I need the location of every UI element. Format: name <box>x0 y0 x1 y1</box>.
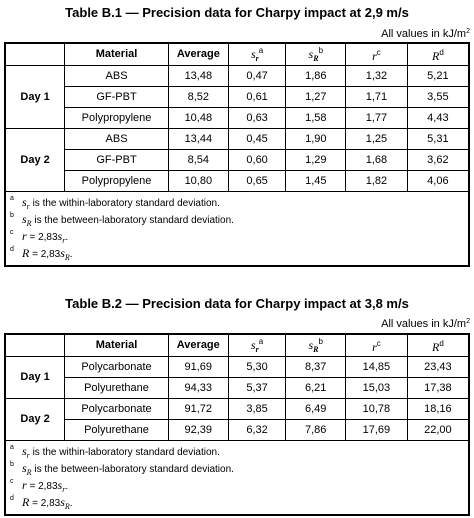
cell-average: 13,48 <box>168 66 228 87</box>
cell-material: ABS <box>65 129 169 150</box>
cell-sR: 1,29 <box>286 150 346 171</box>
cell-r: 10,78 <box>346 399 408 420</box>
cell-sr: 0,61 <box>228 87 286 108</box>
cell-sr: 0,65 <box>228 171 286 192</box>
cell-sR: 1,90 <box>286 129 346 150</box>
cell-sR: 1,45 <box>286 171 346 192</box>
footnote-c: c $r = 2,83s_r$. <box>10 229 69 245</box>
header-sr: $s_r^a$ <box>228 334 286 357</box>
header-material: Material <box>65 334 169 357</box>
table-row <box>5 171 469 192</box>
cell-average: 10,80 <box>168 171 228 192</box>
cell-sR: 8,37 <box>286 357 346 378</box>
cell-sr: 5,30 <box>228 357 286 378</box>
footnotes <box>5 441 469 516</box>
cell-R: 17,38 <box>407 378 469 399</box>
cell-r: 14,85 <box>346 357 408 378</box>
table-row <box>5 378 469 399</box>
cell-sr: 3,85 <box>228 399 286 420</box>
header-average: Average <box>168 43 228 66</box>
header-empty-cell <box>5 334 65 357</box>
table-row <box>5 108 469 129</box>
footnote-b: b $s_R$ is the between-laboratory standard deviation. <box>10 212 234 228</box>
cell-sR: 7,86 <box>286 420 346 441</box>
table-row <box>5 66 469 87</box>
cell-R: 18,16 <box>407 399 469 420</box>
cell-material: Polycarbonate <box>65 399 169 420</box>
cell-material: Polyurethane <box>65 378 169 399</box>
cell-average: 13,44 <box>168 129 228 150</box>
footnote-a: a $s_r$ is the within-laboratory standard deviation. <box>10 195 220 211</box>
cell-material: GF-PBT <box>65 87 169 108</box>
table-row <box>5 150 469 171</box>
cell-sr: 6,32 <box>228 420 286 441</box>
cell-R: 3,55 <box>407 87 469 108</box>
footnote-d: d $R = 2,83s_R$. <box>10 246 73 262</box>
cell-r: 1,32 <box>346 66 408 87</box>
cell-r: 1,82 <box>346 171 408 192</box>
cell-sr: 0,47 <box>228 66 286 87</box>
cell-average: 8,54 <box>168 150 228 171</box>
cell-sr: 0,63 <box>228 108 286 129</box>
table-b1 <box>4 42 470 267</box>
cell-r: 17,69 <box>346 420 408 441</box>
cell-material: Polypropylene <box>65 171 169 192</box>
cell-average: 91,69 <box>168 357 228 378</box>
table-row <box>5 129 469 150</box>
day-label: Day 2 <box>5 129 65 192</box>
header-R: $R^d$ <box>407 43 469 66</box>
cell-average: 10,48 <box>168 108 228 129</box>
header-empty-cell <box>5 43 65 66</box>
cell-R: 22,00 <box>407 420 469 441</box>
header-r: $r^c$ <box>346 334 408 357</box>
cell-sR: 6,49 <box>286 399 346 420</box>
cell-sr: 0,45 <box>228 129 286 150</box>
footnotes-row <box>5 192 469 267</box>
cell-sR: 1,86 <box>286 66 346 87</box>
table-row <box>5 87 469 108</box>
cell-material: Polypropylene <box>65 108 169 129</box>
header-R: $R^d$ <box>407 334 469 357</box>
footnote-b: b $s_R$ is the between-laboratory standard deviation. <box>10 461 234 477</box>
cell-material: Polycarbonate <box>65 357 169 378</box>
day-label: Day 2 <box>5 399 65 441</box>
cell-r: 1,71 <box>346 87 408 108</box>
header-sR: $s_R^b$ <box>286 43 346 66</box>
cell-R: 23,43 <box>407 357 469 378</box>
footnotes <box>5 192 469 267</box>
cell-sr: 5,37 <box>228 378 286 399</box>
cell-average: 8,52 <box>168 87 228 108</box>
footnotes-row <box>5 441 469 516</box>
cell-average: 91,72 <box>168 399 228 420</box>
cell-R: 5,31 <box>407 129 469 150</box>
cell-material: ABS <box>65 66 169 87</box>
table-row <box>5 399 469 420</box>
header-material: Material <box>65 43 169 66</box>
footnote-d: d $R = 2,83s_R$. <box>10 495 73 511</box>
cell-sr: 0,60 <box>228 150 286 171</box>
footnote-a: a $s_r$ is the within-laboratory standard deviation. <box>10 444 220 460</box>
cell-sR: 1,58 <box>286 108 346 129</box>
cell-r: 1,25 <box>346 129 408 150</box>
cell-r: 15,03 <box>346 378 408 399</box>
cell-average: 94,33 <box>168 378 228 399</box>
cell-material: Polyurethane <box>65 420 169 441</box>
cell-R: 3,62 <box>407 150 469 171</box>
table-header-row <box>5 43 469 66</box>
cell-R: 4,43 <box>407 108 469 129</box>
cell-sR: 1,27 <box>286 87 346 108</box>
table-b1-units: All values in $kJ/m^2$ <box>381 28 470 40</box>
table-b2 <box>4 333 470 516</box>
table-b2-title: Table B.2 — Precision data for Charpy impact at 3,8 m/s <box>65 296 409 311</box>
table-b2-units: All values in $kJ/m^2$ <box>381 318 470 330</box>
day-label: Day 1 <box>5 357 65 399</box>
cell-average: 92,39 <box>168 420 228 441</box>
table-row <box>5 420 469 441</box>
table-header-row <box>5 334 469 357</box>
cell-R: 4,06 <box>407 171 469 192</box>
cell-r: 1,77 <box>346 108 408 129</box>
header-average: Average <box>168 334 228 357</box>
header-sR: $s_R^b$ <box>286 334 346 357</box>
header-r: $r^c$ <box>346 43 408 66</box>
header-sr: $s_r^a$ <box>228 43 286 66</box>
cell-material: GF-PBT <box>65 150 169 171</box>
footnote-c: c $r = 2,83s_r$. <box>10 478 69 494</box>
cell-R: 5,21 <box>407 66 469 87</box>
table-row <box>5 357 469 378</box>
table-b1-title: Table B.1 — Precision data for Charpy impact at 2,9 m/s <box>65 5 409 20</box>
day-label: Day 1 <box>5 66 65 129</box>
cell-sR: 6,21 <box>286 378 346 399</box>
cell-r: 1,68 <box>346 150 408 171</box>
